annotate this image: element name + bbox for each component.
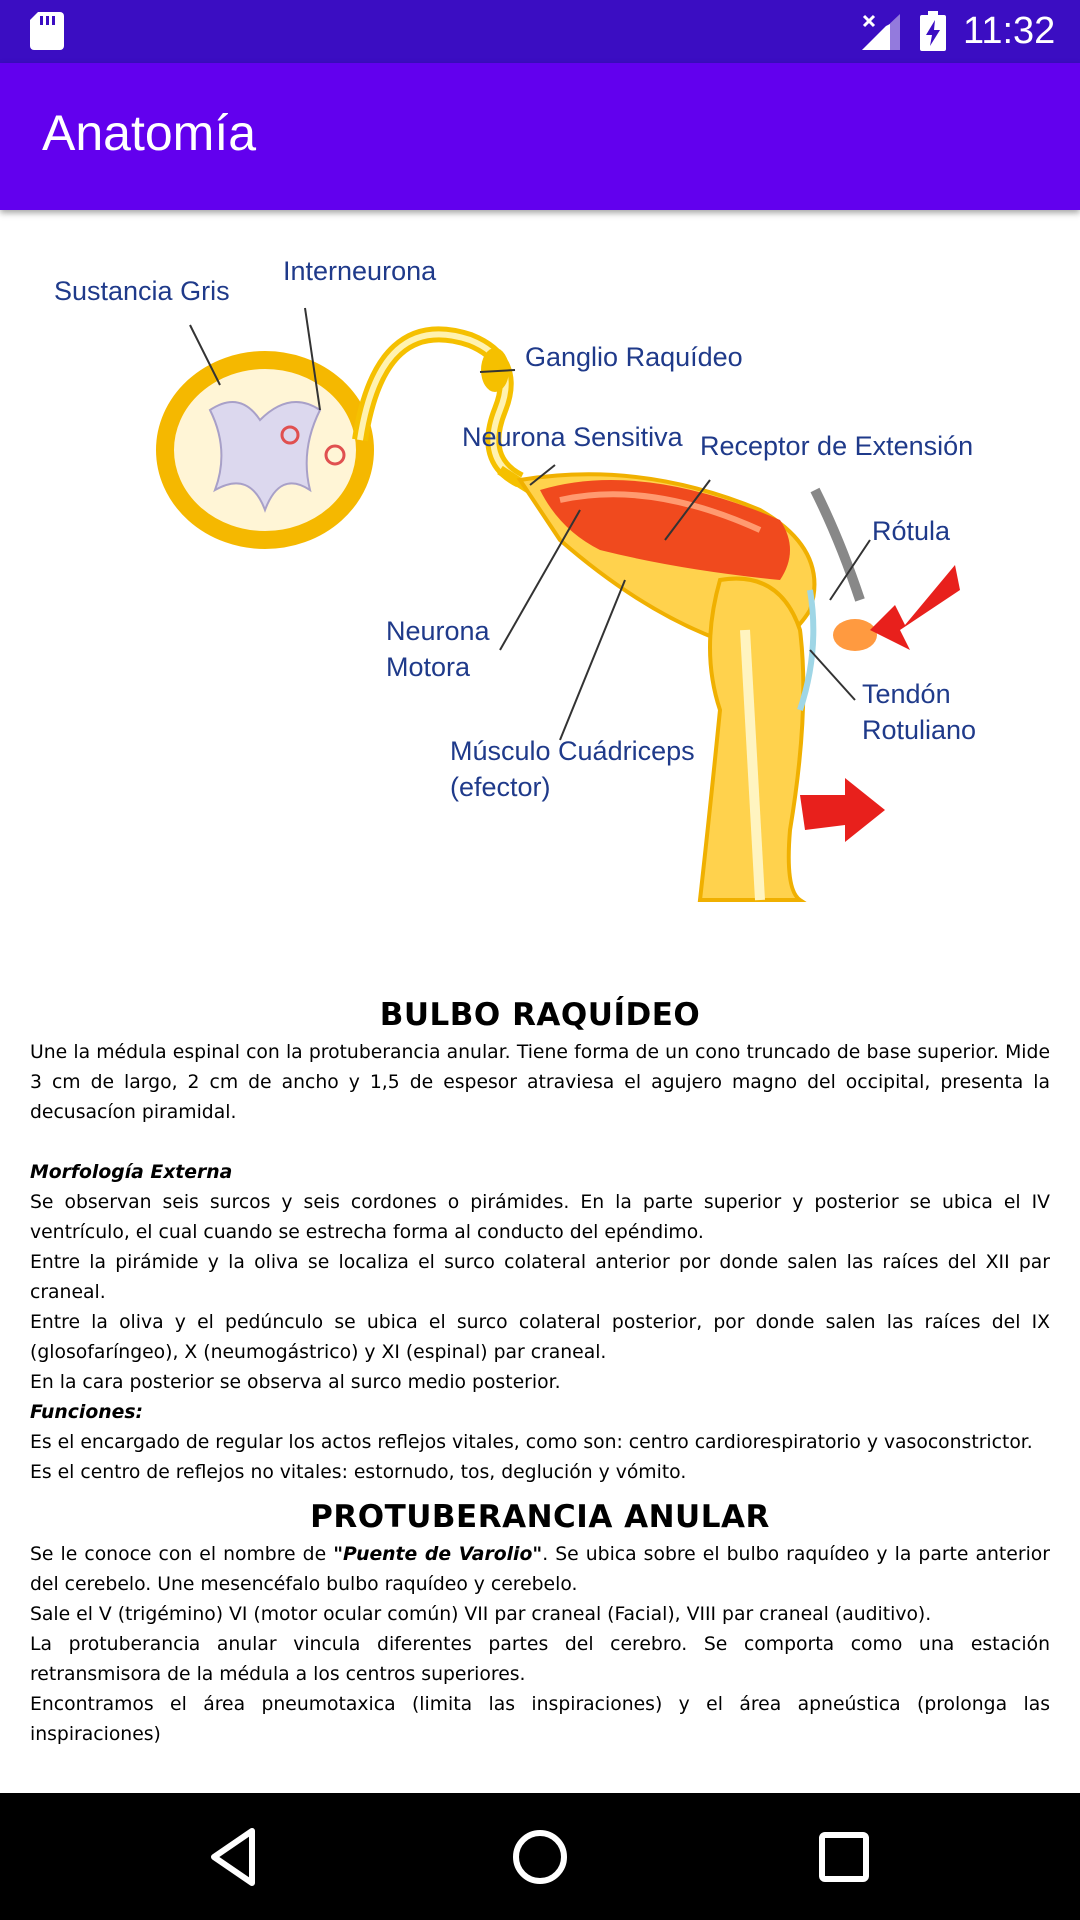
status-bar bbox=[0, 0, 1080, 63]
funciones-p2: Es el centro de reflejos no vitales: estornudo, tos, deglución y vómito. bbox=[30, 1462, 687, 1483]
protuberancia-p4: Encontramos el área pneumotaxica (limita las inspiraciones) y el área apneústica (prolonga las inspiraciones) bbox=[30, 1694, 1050, 1745]
label-ganglio: Ganglio Raquídeo bbox=[525, 342, 743, 372]
content-scroll[interactable] bbox=[0, 210, 1080, 1793]
label-musculo: Músculo Cuádriceps bbox=[450, 736, 695, 766]
app-title: Anatomía bbox=[42, 105, 257, 161]
heading-bulbo: BULBO RAQUÍDEO bbox=[379, 997, 701, 1033]
document-text bbox=[30, 992, 1050, 1844]
label-efector: (efector) bbox=[450, 772, 551, 802]
app-bar bbox=[0, 63, 1080, 210]
protuberancia-p1-pre: Se le conoce con el nombre de bbox=[30, 1544, 334, 1565]
label-neurona-motora: Neurona bbox=[386, 616, 490, 646]
morfologia-p3: Entre la oliva y el pedúnculo se ubica el surco colateral posterior, por donde salen las raíces del IX (glosofaríngeo), X (neumogástrico) y XI (espinal) par craneal. bbox=[30, 1312, 1050, 1363]
label-rotuliano: Rotuliano bbox=[862, 715, 977, 745]
status-time: 11:32 bbox=[963, 10, 1056, 52]
morfologia-p4: En la cara posterior se observa al surco medio posterior. bbox=[30, 1372, 561, 1393]
puente-de-varolio: "Puente de Varolio" bbox=[333, 1544, 543, 1565]
label-rotula: Rótula bbox=[872, 516, 951, 546]
reflex-arc-diagram bbox=[0, 210, 1080, 930]
protuberancia-p3: La protuberancia anular vincula diferentes partes del cerebro. Se comporta como una estación retransmisora de la médula a los centros superiores. bbox=[30, 1634, 1050, 1685]
label-sustancia-gris: Sustancia Gris bbox=[54, 276, 230, 306]
recents-icon[interactable] bbox=[808, 1821, 880, 1893]
protuberancia-p1 bbox=[30, 1540, 1050, 1600]
morfologia-p1: Se observan seis surcos y seis cordones o pirámides. En la parte superior y posterior se ubica el IV ventrículo, el cual cuando se estrecha forma al conducto del epéndimo. bbox=[30, 1192, 1050, 1243]
label-tendon: Tendón bbox=[862, 679, 951, 709]
heading-funciones: Funciones: bbox=[30, 1402, 144, 1423]
signal-off-icon bbox=[862, 14, 900, 50]
heading-morfologia: Morfología Externa bbox=[30, 1162, 233, 1183]
label-motora: Motora bbox=[386, 652, 471, 682]
sd-card-icon bbox=[30, 12, 64, 50]
back-icon[interactable] bbox=[200, 1821, 272, 1893]
protuberancia-p2: Sale el V (trigémino) VI (motor ocular común) VII par craneal (Facial), VIII par craneal (auditivo). bbox=[30, 1604, 932, 1625]
bulbo-intro: Une la médula espinal con la protuberancia anular. Tiene forma de un cono truncado de base superior. Mide 3 cm de largo, 2 cm de ancho y 1,5 de espesor atraviesa el agujero magno del occipital, presenta la decusacíon piramidal. bbox=[30, 1042, 1050, 1123]
home-icon[interactable] bbox=[504, 1821, 576, 1893]
morfologia-p2: Entre la pirámide y la oliva se localiza el surco colateral anterior por donde salen las raíces del XII par craneal. bbox=[30, 1252, 1050, 1303]
label-receptor: Receptor de Extensión bbox=[700, 431, 974, 461]
label-interneurona: Interneurona bbox=[283, 256, 437, 286]
battery-charging-icon bbox=[920, 11, 946, 51]
navigation-bar bbox=[0, 1793, 1080, 1920]
label-neurona-sensitiva: Neurona Sensitiva bbox=[462, 422, 683, 452]
heading-protuberancia: PROTUBERANCIA ANULAR bbox=[310, 1499, 770, 1535]
funciones-p1: Es el encargado de regular los actos reflejos vitales, como son: centro cardiorespiratorio y vasoconstrictor. bbox=[30, 1432, 1033, 1453]
protuberancia-p1-post: . Se ubica sobre el bulbo raquídeo y la parte anterior del cerebelo. Une mesencéfalo bulbo raquídeo y cerebelo. bbox=[30, 1544, 1051, 1595]
